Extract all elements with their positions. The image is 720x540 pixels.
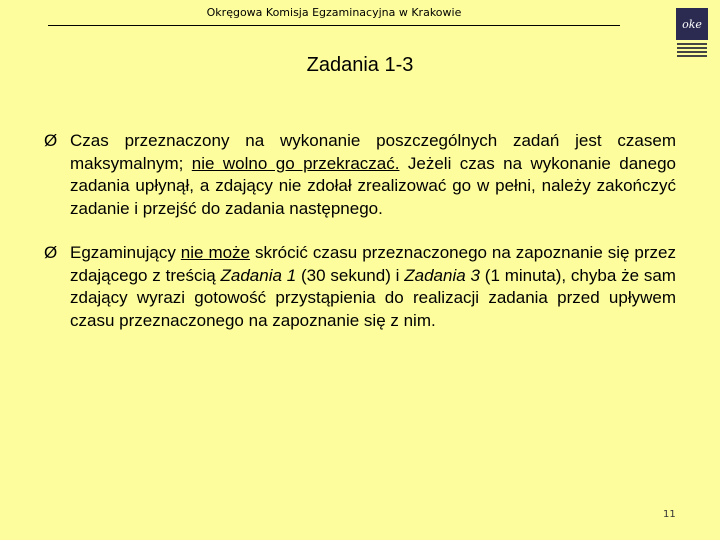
logo-mark: oke	[676, 8, 708, 40]
bullet-text-part: (30 sekund) i	[296, 265, 405, 285]
bullet-text-part: (1 minuta), chyba że sam zdający wyrazi gotowość przystąpienia do realizacji zadania przed upływem czasu przeznaczonego na zapoznanie się z nim.	[70, 265, 676, 330]
bullet-text-italic: Zadania 3	[404, 265, 480, 285]
bullet-text	[70, 130, 676, 220]
bullet-text-part: Czas przeznaczony na wykonanie poszczególnych zadań jest czasem maksymalnym;	[70, 131, 676, 173]
bullet-text-part: Jeżeli czas na wykonanie danego zadania upłynął, a zdający nie zdołał zrealizować go w pełni, należy zakończyć zadanie i przejść do zadania następnego.	[70, 153, 676, 218]
arrow-bullet-icon: Ø	[44, 131, 58, 150]
bullet-item	[44, 130, 676, 220]
bullet-text-part: Egzaminujący	[70, 243, 181, 262]
bullet-list	[44, 130, 676, 332]
bullet-text-part: skrócić czasu przeznaczonego na zapoznanie się przez zdającego z treścią	[70, 243, 676, 285]
arrow-bullet-icon: Ø	[44, 243, 58, 262]
institution-header: Okręgowa Komisja Egzaminacyjna w Krakowie	[206, 6, 462, 19]
bullet-text-emphasis: nie wolno go przekraczać.	[191, 153, 400, 173]
bullet-text-italic: Zadania 1	[220, 265, 297, 285]
header-divider	[48, 25, 620, 26]
slide-title: Zadania 1-3	[306, 54, 414, 76]
bullet-item	[44, 242, 676, 332]
bullet-text	[70, 242, 676, 332]
bullet-text-emphasis: nie może	[180, 243, 251, 262]
page-number: 11	[663, 509, 676, 520]
